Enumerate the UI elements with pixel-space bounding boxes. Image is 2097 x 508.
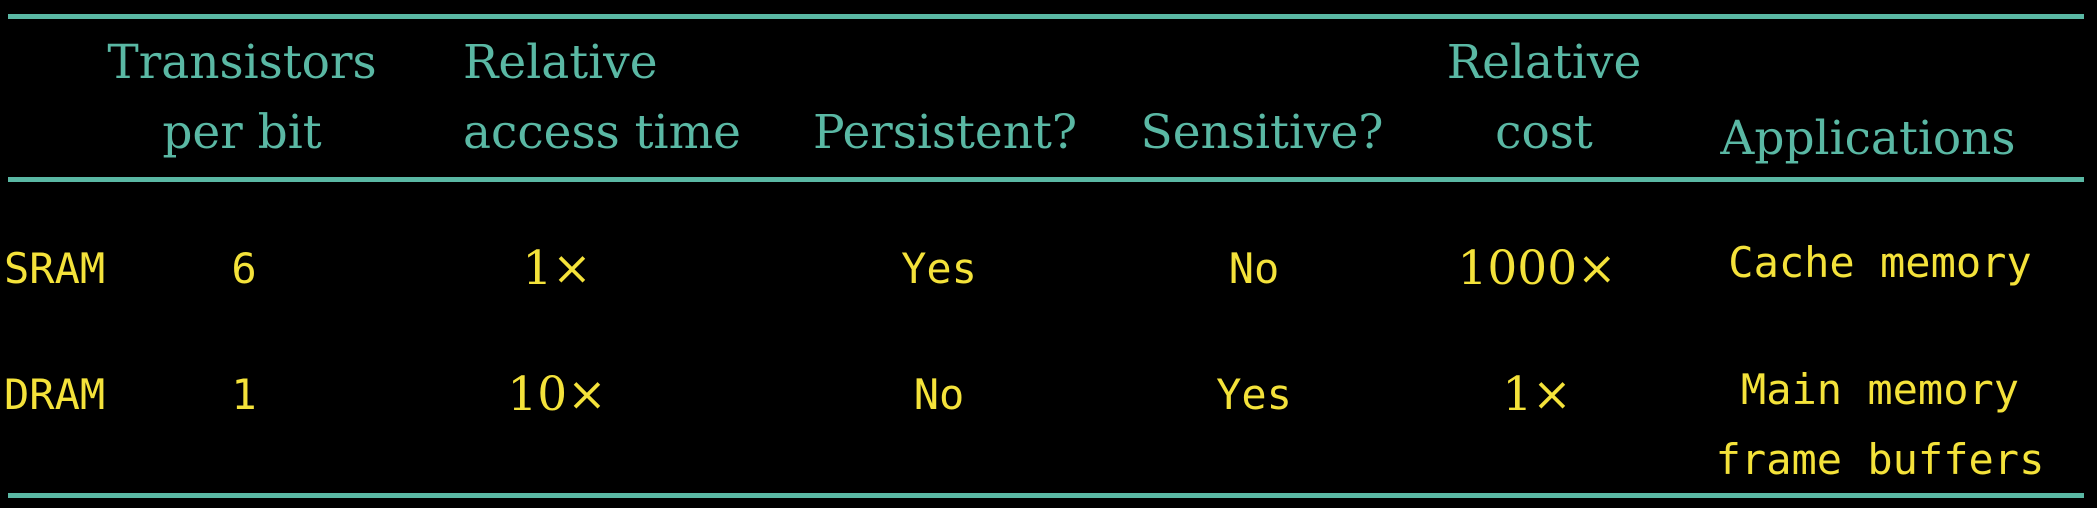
- sram-relative-access-time: 1×: [522, 241, 592, 296]
- header-line: Relative: [463, 35, 658, 90]
- sram-transistors-per-bit: 6: [231, 244, 257, 293]
- dram-transistors-per-bit: 1: [231, 370, 257, 419]
- header-transistors-per-bit: [107, 28, 376, 168]
- sram-sensitive: No: [1228, 244, 1280, 293]
- sram-relative-cost: 1000×: [1457, 241, 1617, 296]
- application-line: frame buffers: [1715, 435, 2045, 484]
- header-line: per bit: [162, 105, 322, 160]
- header-line: cost: [1495, 105, 1593, 160]
- dram-persistent: No: [913, 370, 965, 419]
- header-applications: [1720, 34, 2015, 174]
- header-relative-cost: [1447, 28, 1642, 168]
- header-rule: [8, 177, 2084, 182]
- header-line: Persistent?: [812, 105, 1078, 160]
- header-relative-access-time: [463, 28, 741, 168]
- application-line: Cache memory: [1728, 238, 2032, 287]
- header-line: Applications: [1720, 111, 2016, 166]
- sram-persistent: Yes: [901, 244, 977, 293]
- header-sensitive: [1141, 28, 1384, 168]
- application-line: Main memory: [1740, 365, 2020, 414]
- header-persistent: [813, 28, 1077, 168]
- row-label-sram: SRAM: [4, 244, 106, 293]
- sram-applications: [1728, 228, 2031, 298]
- dram-relative-access-time: 10×: [507, 367, 607, 422]
- header-line: Relative: [1446, 35, 1642, 90]
- header-line: Sensitive?: [1140, 105, 1384, 160]
- header-line: [813, 28, 1077, 98]
- header-line: access time: [463, 105, 741, 160]
- dram-sensitive: Yes: [1216, 370, 1292, 419]
- dram-relative-cost: 1×: [1502, 367, 1572, 422]
- header-line: [1720, 34, 2015, 104]
- dram-applications: [1716, 355, 2045, 495]
- header-line: [1141, 28, 1384, 98]
- header-line: Transistors: [107, 35, 377, 90]
- row-label-dram: DRAM: [4, 370, 106, 419]
- top-rule: [8, 14, 2084, 19]
